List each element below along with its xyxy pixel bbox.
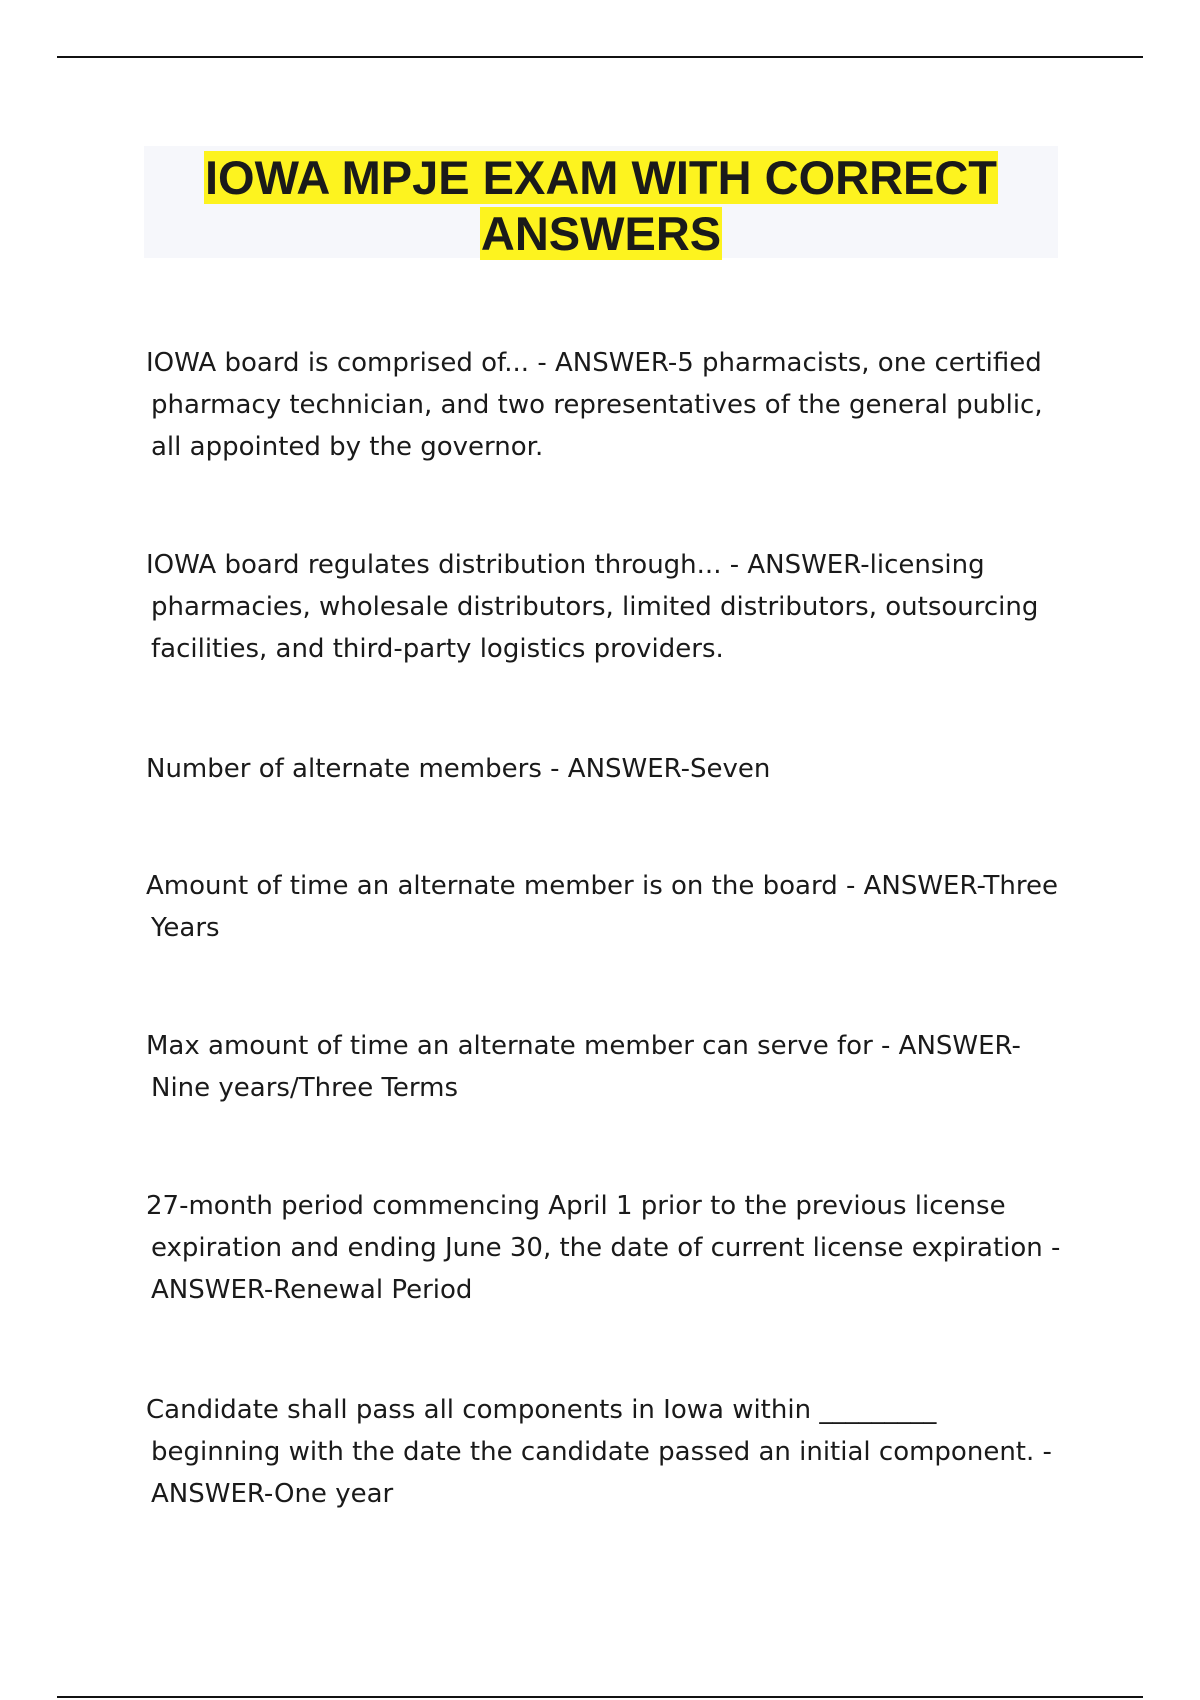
qa-entry-2: IOWA board regulates distribution through... - ANSWER-licensing pharmacies, wholesale distributors, limited distributors, outsourcing facilities, and third-party logistics providers. [146, 550, 1039, 664]
qa-entry-3: Number of alternate members - ANSWER-Seven [146, 754, 771, 784]
qa-entry-6: 27-month period commencing April 1 prior to the previous license expiration and ending June 30, the date of current license expiration - ANSWER-Renewal Period [146, 1191, 1061, 1305]
qa-entry-4: Amount of time an alternate member is on the board - ANSWER-Three Years [146, 871, 1058, 943]
bottom-divider-line [57, 1696, 1143, 1698]
qa-entry-5: Max amount of time an alternate member can serve for - ANSWER-Nine years/Three Terms [146, 1031, 1021, 1103]
top-divider-line [57, 56, 1143, 58]
document-title [144, 150, 1058, 262]
title-banner [144, 146, 1058, 258]
qa-entry-7: Candidate shall pass all components in Iowa within _________ beginning with the date the candidate passed an initial component. - ANSWER-One year [146, 1395, 1052, 1509]
document-title-highlight: IOWA MPJE EXAM WITH CORRECT ANSWERS [204, 151, 998, 260]
qa-entry-1: IOWA board is comprised of... - ANSWER-5 pharmacists, one certified pharmacy technician, and two representatives of the general public, all appointed by the governor. [146, 348, 1043, 462]
